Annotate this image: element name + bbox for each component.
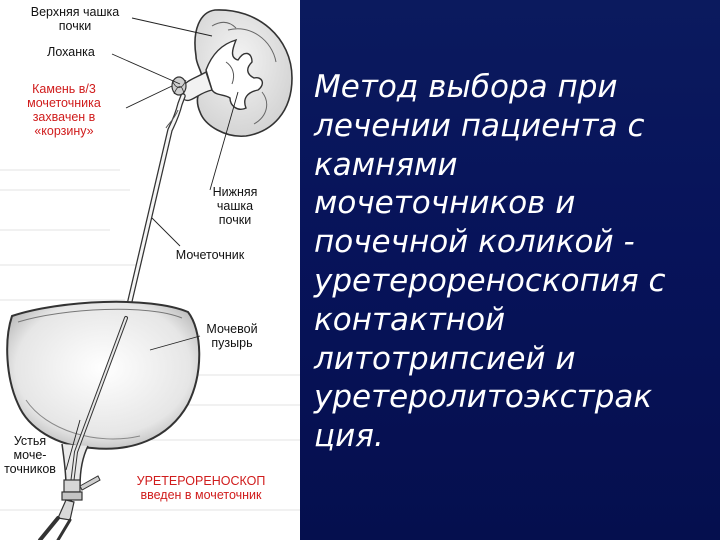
label-orifices-line: точников [4, 462, 56, 476]
label-stone-line: «корзину» [34, 124, 94, 138]
title-line: Метод выбора при [314, 69, 618, 105]
label-ureteral-orifices [0, 434, 70, 476]
label-ureteroscope [112, 474, 290, 502]
label-upper-calyx-line: почки [58, 19, 92, 33]
label-lower-calyx-line: почки [218, 213, 252, 227]
label-orifices-line: Устья [13, 434, 47, 448]
label-bladder [192, 322, 272, 350]
label-bladder-line: Мочевой [206, 322, 258, 336]
label-ureter-text: Мочеточник [175, 248, 245, 262]
label-pelvis-text: Лоханка [47, 45, 95, 59]
label-pelvis [36, 45, 106, 59]
slide-title [314, 68, 720, 456]
title-line: литотрипсией и [314, 340, 576, 377]
label-stone-line: захвачен в [32, 110, 96, 124]
label-stone-line: мочеточника [27, 96, 101, 110]
label-scope-line: введен в мочеточник [140, 488, 262, 502]
label-lower-calyx [196, 185, 274, 227]
title-line: почечной коликой - [314, 224, 635, 261]
title-line: уретеролитоэкстрак [314, 379, 653, 416]
kidney [195, 10, 292, 136]
label-stone-line: Камень в/3 [32, 82, 96, 96]
title-line: мочеточников и [314, 185, 576, 222]
title-line: камнями [314, 146, 458, 183]
label-ureter [160, 248, 260, 262]
label-lower-calyx-line: Нижняя [212, 185, 258, 199]
label-stone-in-basket [2, 82, 126, 138]
label-scope-line: УРЕТЕРОРЕНОСКОП [136, 474, 266, 488]
label-lower-calyx-line: чашка [216, 199, 254, 213]
title-line: лечении пациента с [314, 107, 645, 144]
label-upper-calyx-line: Верхняя чашка [30, 5, 120, 19]
title-panel [300, 0, 720, 540]
title-line: уретерореноскопия с [314, 262, 666, 299]
label-orifices-line: моче- [13, 448, 47, 462]
stone-in-basket [172, 77, 186, 95]
ureter [126, 96, 183, 318]
title-line: ция. [314, 418, 384, 455]
label-bladder-line: пузырь [211, 336, 253, 350]
anatomy-illustration-panel [0, 0, 300, 540]
label-upper-calyx [20, 5, 130, 33]
title-line: контактной [314, 301, 506, 338]
